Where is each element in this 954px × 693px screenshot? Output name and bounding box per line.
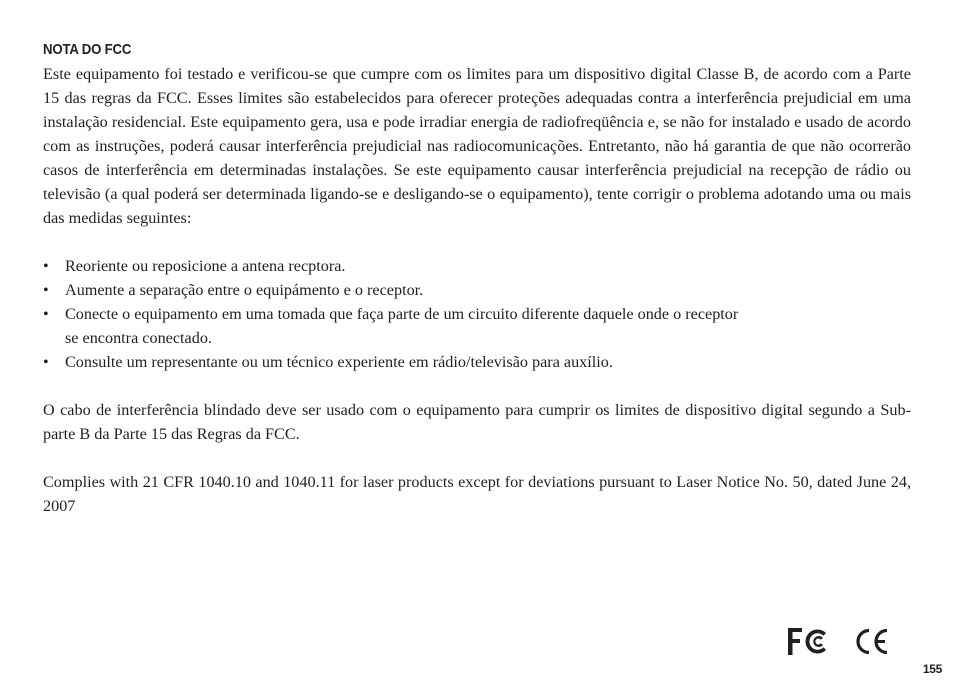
document-body (43, 38, 911, 518)
bullet-icon: • (43, 257, 49, 275)
page-heading: NOTA DO FCC (43, 41, 132, 58)
list-item (43, 278, 911, 302)
list-item-text: Aumente a separação entre o equipámento e o receptor. (65, 281, 424, 299)
list-item-text: Conecte o equipamento em uma tomada que faça parte de um circuito diferente daquele onde o receptor (65, 305, 739, 323)
list-item-text: Reoriente ou reposicione a antena recptora. (65, 257, 346, 275)
intro-paragraph: Este equipamento foi testado e verificou-se que cumpre com os limites para um dispositivo digital Classe B, de acordo com a Parte 15 das regras da FCC. Esses limites são estabelecidos para oferecer proteções adequadas contra a interferência prejudicial em uma instalação residencial. Este equipamento gera, usa e pode irradiar energia de radiofreqüência e, se não for instalado e usado de acordo com as instruções, poderá causar interferência prejudicial nas radiocomunicações. Entretanto, não há garantia de que não ocorrerão casos de interferência em determinadas instalações. Se este equipamento causar interferência prejudicial na recepção de rádio ou televisão (a qual poderá ser determinada ligando-se e desligando-se o equipamento), tente corrigir o problema adotando uma ou mais das medidas seguintes: (43, 65, 911, 227)
list-item (43, 302, 911, 350)
page-number: 155 (922, 662, 942, 676)
certification-logos (786, 624, 890, 658)
list-item-continuation: se encontra conectado. (65, 329, 212, 347)
bullet-icon: • (43, 281, 49, 299)
fcc-logo-icon (788, 628, 826, 655)
ce-mark-icon (858, 631, 887, 653)
bullet-icon: • (43, 353, 49, 371)
laser-compliance-paragraph: Complies with 21 CFR 1040.10 and 1040.11 for laser products except for deviations pursuant to Laser Notice No. 50, dated June 24, 2007 (43, 473, 911, 515)
measures-list (43, 254, 911, 374)
cable-paragraph: O cabo de interferência blindado deve ser usado com o equipamento para cumprir os limites de dispositivo digital segundo a Sub-parte B da Parte 15 das Regras da FCC. (43, 401, 911, 443)
bullet-icon: • (43, 305, 49, 323)
list-item (43, 254, 911, 278)
list-item-text: Consulte um representante ou um técnico experiente em rádio/televisão para auxílio. (65, 353, 613, 371)
list-item (43, 350, 911, 374)
